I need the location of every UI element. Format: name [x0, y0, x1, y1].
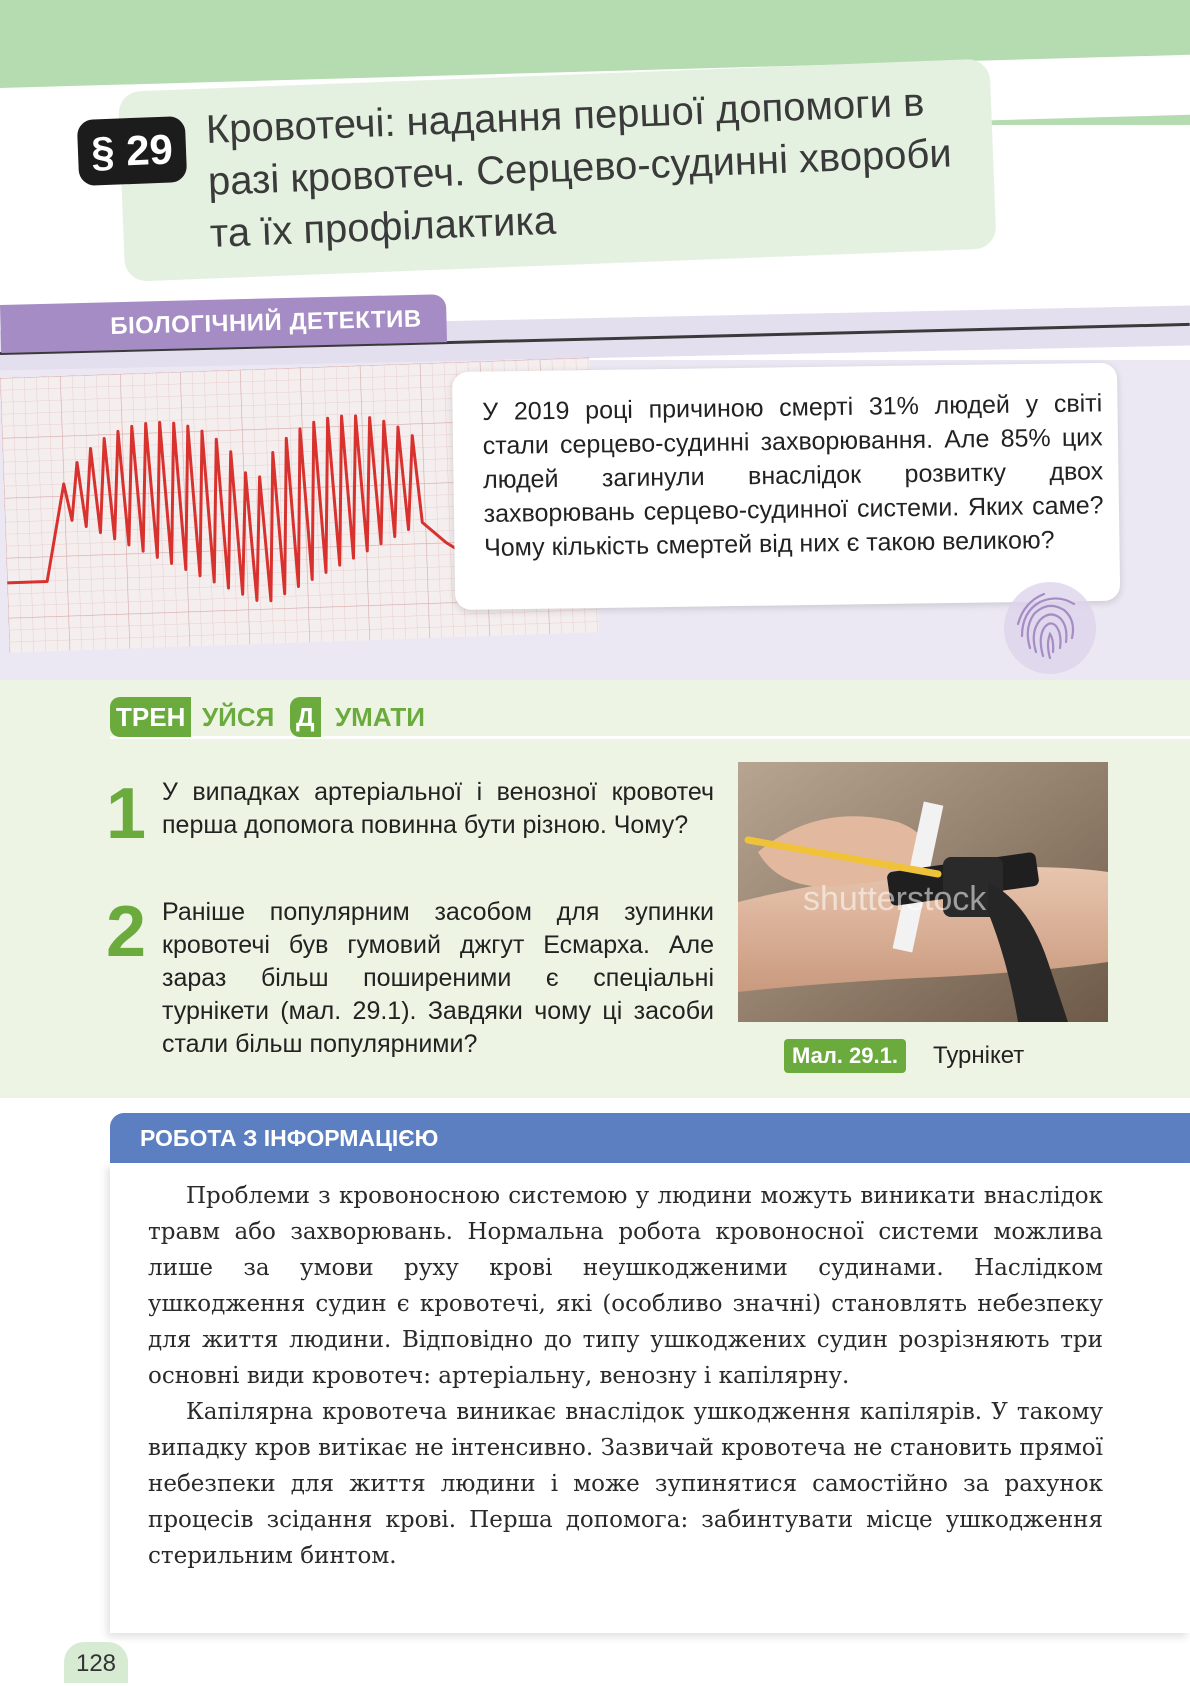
question-text: У випадках артеріальної і венозної кровотеч перша допомога повинна бути різною. Чому?	[162, 778, 714, 839]
training-tag-train: ТРЕН	[110, 697, 191, 737]
fact-text: У 2019 році причиною смерті 31% людей у світі стали серцево-судинні захворювання. Але 85% цих людей загинули внаслідок розвитку двох захворювань серцево-судинної системи. Яких саме? Чому кількість смертей від них є такою великою?	[482, 389, 1104, 562]
figure-caption-tag: Мал. 29.1.	[784, 1039, 906, 1073]
training-tag-think-rest: УМАТИ	[335, 702, 425, 732]
section-number-badge: § 29	[77, 116, 187, 186]
question-number: 2	[106, 892, 147, 972]
info-label: РОБОТА З ІНФОРМАЦІЄЮ	[140, 1125, 439, 1151]
fingerprint-icon	[1000, 578, 1100, 678]
question-number: 1	[106, 774, 147, 854]
figure-caption-text: Турнікет	[933, 1042, 1025, 1069]
question-text: Раніше популярним засобом для зупинки кровотечі був гумовий джгут Есмарха. Але зараз більш поширеними є спеціальні турнікети (мал. 29.1). Завдяки чому ці засоби стали більш популярними?	[162, 898, 714, 1058]
tourniquet-photo	[738, 762, 1108, 1022]
photo-watermark: shutterstock	[803, 880, 987, 918]
info-paragraph: Капілярна кровотеча виникає внаслідок ушкодження капілярів. У такому випадку кров витікає не інтенсивно. Зазвичай кровотеча не становить прямої небезпеки для життя людини і може зупинятися самостійно за рахунок процесів зсідання крові. Перша допомога: забинтувати місце ушкодження стерильним бинтом.	[148, 1399, 1103, 1569]
info-paragraph: Проблеми з кровоносною системою у людини можуть виникати внаслідок травм або захворювань. Нормальна робота кровоносної системи можлива лише за умови руху крові неушкодженими судинами. Наслідком ушкодження судин є кровотечі, які (особливо значні) становлять небезпеку для життя людини. Відповідно до типу ушкоджених судин розрізняють три основні види кровотеч: артеріальну, венозну і капілярну.	[148, 1183, 1103, 1389]
training-tag-train-rest: УЙСЯ	[202, 702, 275, 732]
training-tag-think: Д	[290, 697, 321, 737]
page-number: 128	[64, 1642, 128, 1683]
page-title: Кровотечі: надання першої допомоги в разі кровотеч. Серцево-судинні хвороби та їх профілактика	[205, 80, 953, 256]
detective-label: БІОЛОГІЧНИЙ ДЕТЕКТИВ	[110, 305, 422, 340]
info-text	[148, 1178, 1103, 1574]
